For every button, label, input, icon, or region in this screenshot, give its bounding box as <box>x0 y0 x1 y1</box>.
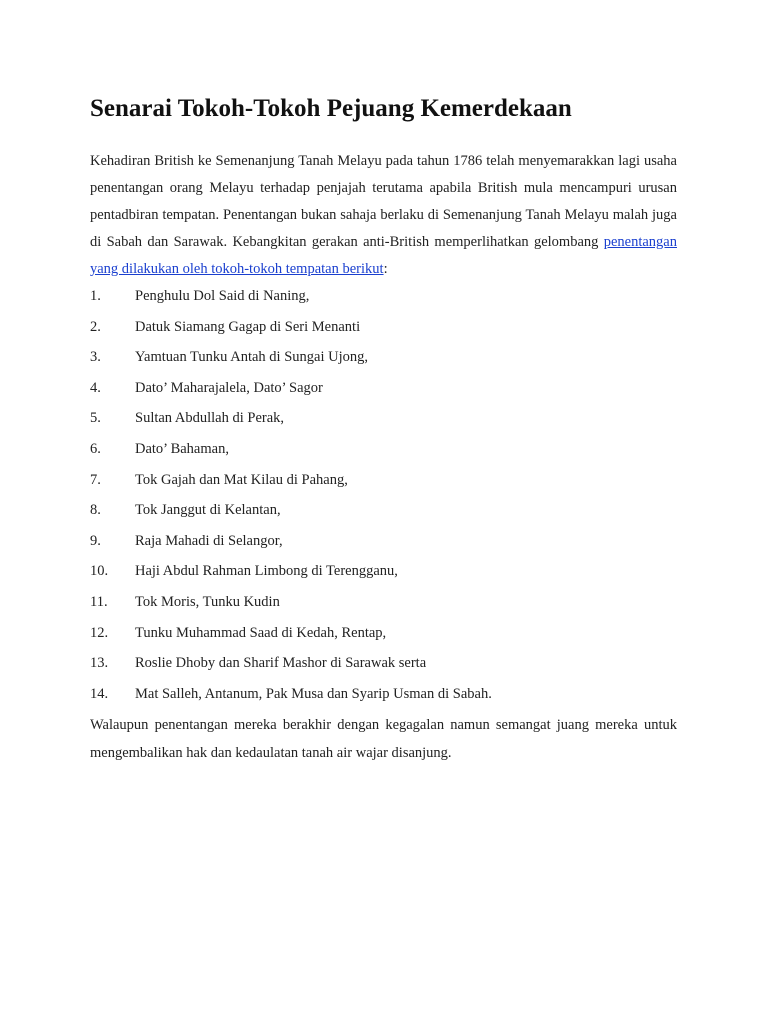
list-item <box>90 374 677 405</box>
list-item-number: 10. <box>90 563 109 580</box>
list-item <box>90 527 677 558</box>
list-item-text: Dato’ Maharajalela, Dato’ Sagor <box>135 379 323 396</box>
list-item-number: 8. <box>90 502 101 519</box>
list-item-text: Dato’ Bahaman, <box>135 440 229 457</box>
intro-link[interactable]: penentangan yang dilakukan oleh tokoh-tokoh tempatan berikut <box>90 234 677 277</box>
list-item-text: Penghulu Dol Said di Naning, <box>135 288 310 304</box>
list-item-text: Datuk Siamang Gagap di Seri Menanti <box>135 318 361 335</box>
list-item <box>90 557 677 588</box>
list-item <box>90 496 677 527</box>
list-item-text: Tok Moris, Tunku Kudin <box>135 593 280 610</box>
list-item-text: Sultan Abdullah di Perak, <box>135 410 285 427</box>
list-item-number: 12. <box>90 624 109 641</box>
intro-paragraph <box>90 148 677 283</box>
list-item-text: Tok Gajah dan Mat Kilau di Pahang, <box>135 471 348 488</box>
list-item-text: Yamtuan Tunku Antah di Sungai Ujong, <box>135 349 368 366</box>
list-item-number: 1. <box>90 288 101 304</box>
closing-paragraph: Walaupun penentangan mereka berakhir dengan kegagalan namun semangat juang mereka untuk mengembalikan hak dan kedaulatan tanah air wajar disanjung. <box>90 717 677 761</box>
list-item-text: Tunku Muhammad Saad di Kedah, Rentap, <box>135 624 387 641</box>
list-item <box>90 466 677 497</box>
list-item <box>90 588 677 619</box>
list-item-number: 11. <box>90 593 108 610</box>
list-item-text: Haji Abdul Rahman Limbong di Terengganu, <box>135 563 398 580</box>
intro-text: Kehadiran British ke Semenanjung Tanah Melayu pada tahun 1786 telah menyemarakkan lagi usaha penentangan orang Melayu terhadap penjajah terutama apabila British mula mencampuri urusan pentadbiran tempatan. Penentangan bukan sahaja berlaku di Semenanjung Tanah Melayu malah juga di Sabah dan Sarawak. Kebangkitan gerakan anti-British memperlihatkan gelombang <box>90 153 677 250</box>
list-item-number: 5. <box>90 410 101 427</box>
list-item-number: 3. <box>90 349 101 366</box>
list-item-number: 2. <box>90 318 101 335</box>
list-item-text: Tok Janggut di Kelantan, <box>135 502 281 519</box>
list-item-number: 13. <box>90 655 109 672</box>
list-item <box>90 282 677 313</box>
list-item <box>90 649 677 680</box>
list-item-text: Mat Salleh, Antanum, Pak Musa dan Syarip Usman di Sabah. <box>135 685 492 702</box>
list-item <box>90 435 677 466</box>
list-item-number: 9. <box>90 532 101 549</box>
fighters-list <box>90 282 677 710</box>
list-item-number: 6. <box>90 440 101 457</box>
list-item <box>90 680 677 711</box>
list-item-number: 7. <box>90 471 101 488</box>
list-item-text: Roslie Dhoby dan Sharif Mashor di Sarawak serta <box>135 655 427 672</box>
list-item-number: 14. <box>90 685 109 702</box>
list-item <box>90 343 677 374</box>
list-item <box>90 619 677 650</box>
list-item <box>90 313 677 344</box>
page-title: Senarai Tokoh-Tokoh Pejuang Kemerdekaan <box>90 95 572 122</box>
list-item-number: 4. <box>90 379 101 396</box>
list-item <box>90 404 677 435</box>
intro-end: : <box>383 261 388 277</box>
list-item-text: Raja Mahadi di Selangor, <box>135 532 283 549</box>
